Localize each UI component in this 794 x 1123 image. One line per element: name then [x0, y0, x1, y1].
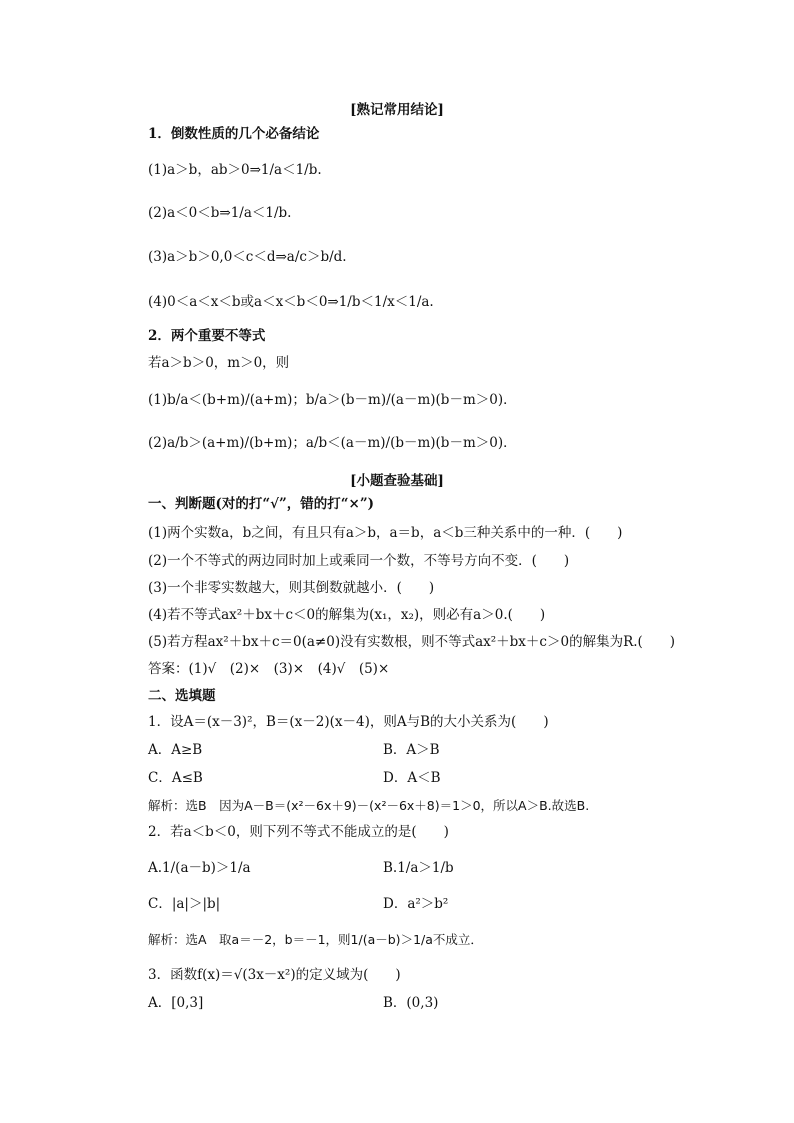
item2-intro: 若a＞b＞0，m＞0，则: [148, 355, 290, 371]
item1-line-2: (2)a＜0＜b⇒1/a＜1/b.: [148, 205, 292, 221]
q2-option-d: D．a²＞b²: [383, 896, 449, 912]
q2-option-b: B.1/a＞1/b: [383, 860, 454, 876]
q2-option-c: C．|a|＞|b|: [148, 896, 221, 912]
q3-option-a: A．[0,3]: [148, 995, 204, 1011]
q1-option-a: A．A≥B: [148, 742, 203, 758]
item1-line-4: (4)0＜a＜x＜b或a＜x＜b＜0⇒1/b＜1/x＜1/a.: [148, 294, 434, 310]
item2-line-2: (2)a/b＞(a+m)/(b+m)；a/b＜(a－m)/(b－m)(b－m＞0)．: [148, 435, 517, 451]
q1-stem: 1．设A＝(x－3)²，B＝(x－2)(x－4)，则A与B的大小关系为( ): [148, 714, 549, 730]
choice-title: 二、选填题: [148, 688, 216, 704]
judge-answer: 答案：(1)√ (2)× (3)× (4)√ (5)×: [148, 661, 390, 677]
q3-option-b: B．(0,3): [383, 995, 439, 1011]
q2-option-a: A.1/(a－b)＞1/a: [148, 860, 251, 876]
heading-common-conclusions: [熟记常用结论]: [350, 102, 444, 118]
judge-title: 一、判断题(对的打“√”，错的打“×”): [148, 496, 375, 512]
q2-analysis: 解析：选A 取a＝－2，b＝－1，则1/(a－b)＞1/a不成立．: [148, 932, 483, 947]
q3-stem: 3．函数f(x)＝√(3x－x²)的定义域为( ): [148, 967, 401, 983]
q2-stem: 2．若a＜b＜0，则下列不等式不能成立的是( ): [148, 824, 449, 840]
judge-item-3: (3)一个非零实数越大，则其倒数就越小．( ): [148, 580, 435, 596]
judge-item-5: (5)若方程ax²＋bx＋c＝0(a≠0)没有实数根，则不等式ax²＋bx＋c＞0的解集为R.( ): [148, 634, 676, 650]
judge-item-1: (1)两个实数a，b之间，有且只有a＞b，a＝b，a＜b三种关系中的一种．( ): [148, 525, 623, 541]
judge-item-2: (2)一个不等式的两边同时加上或乘同一个数，不等号方向不变．( ): [148, 553, 570, 569]
q1-option-c: C．A≤B: [148, 770, 203, 786]
q1-option-d: D．A＜B: [383, 770, 441, 786]
item2-title: 2．两个重要不等式: [148, 328, 266, 344]
judge-item-4: (4)若不等式ax²＋bx＋c＜0的解集为(x₁，x₂)，则必有a＞0.( ): [148, 607, 546, 623]
q1-option-b: B．A＞B: [383, 742, 440, 758]
q1-analysis: 解析：选B 因为A－B＝(x²－6x＋9)－(x²－6x＋8)＝1＞0，所以A＞B.故选B.: [148, 798, 590, 813]
heading-basic-check: [小题查验基础]: [350, 473, 444, 489]
item1-title: 1．倒数性质的几个必备结论: [148, 126, 320, 142]
item1-line-1: (1)a＞b，ab＞0⇒1/a＜1/b.: [148, 162, 322, 178]
item2-line-1: (1)b/a＜(b+m)/(a+m)；b/a＞(b－m)/(a－m)(b－m＞0)．: [148, 392, 517, 408]
item1-line-3: (3)a＞b＞0,0＜c＜d⇒a/c＞b/d.: [148, 249, 347, 265]
